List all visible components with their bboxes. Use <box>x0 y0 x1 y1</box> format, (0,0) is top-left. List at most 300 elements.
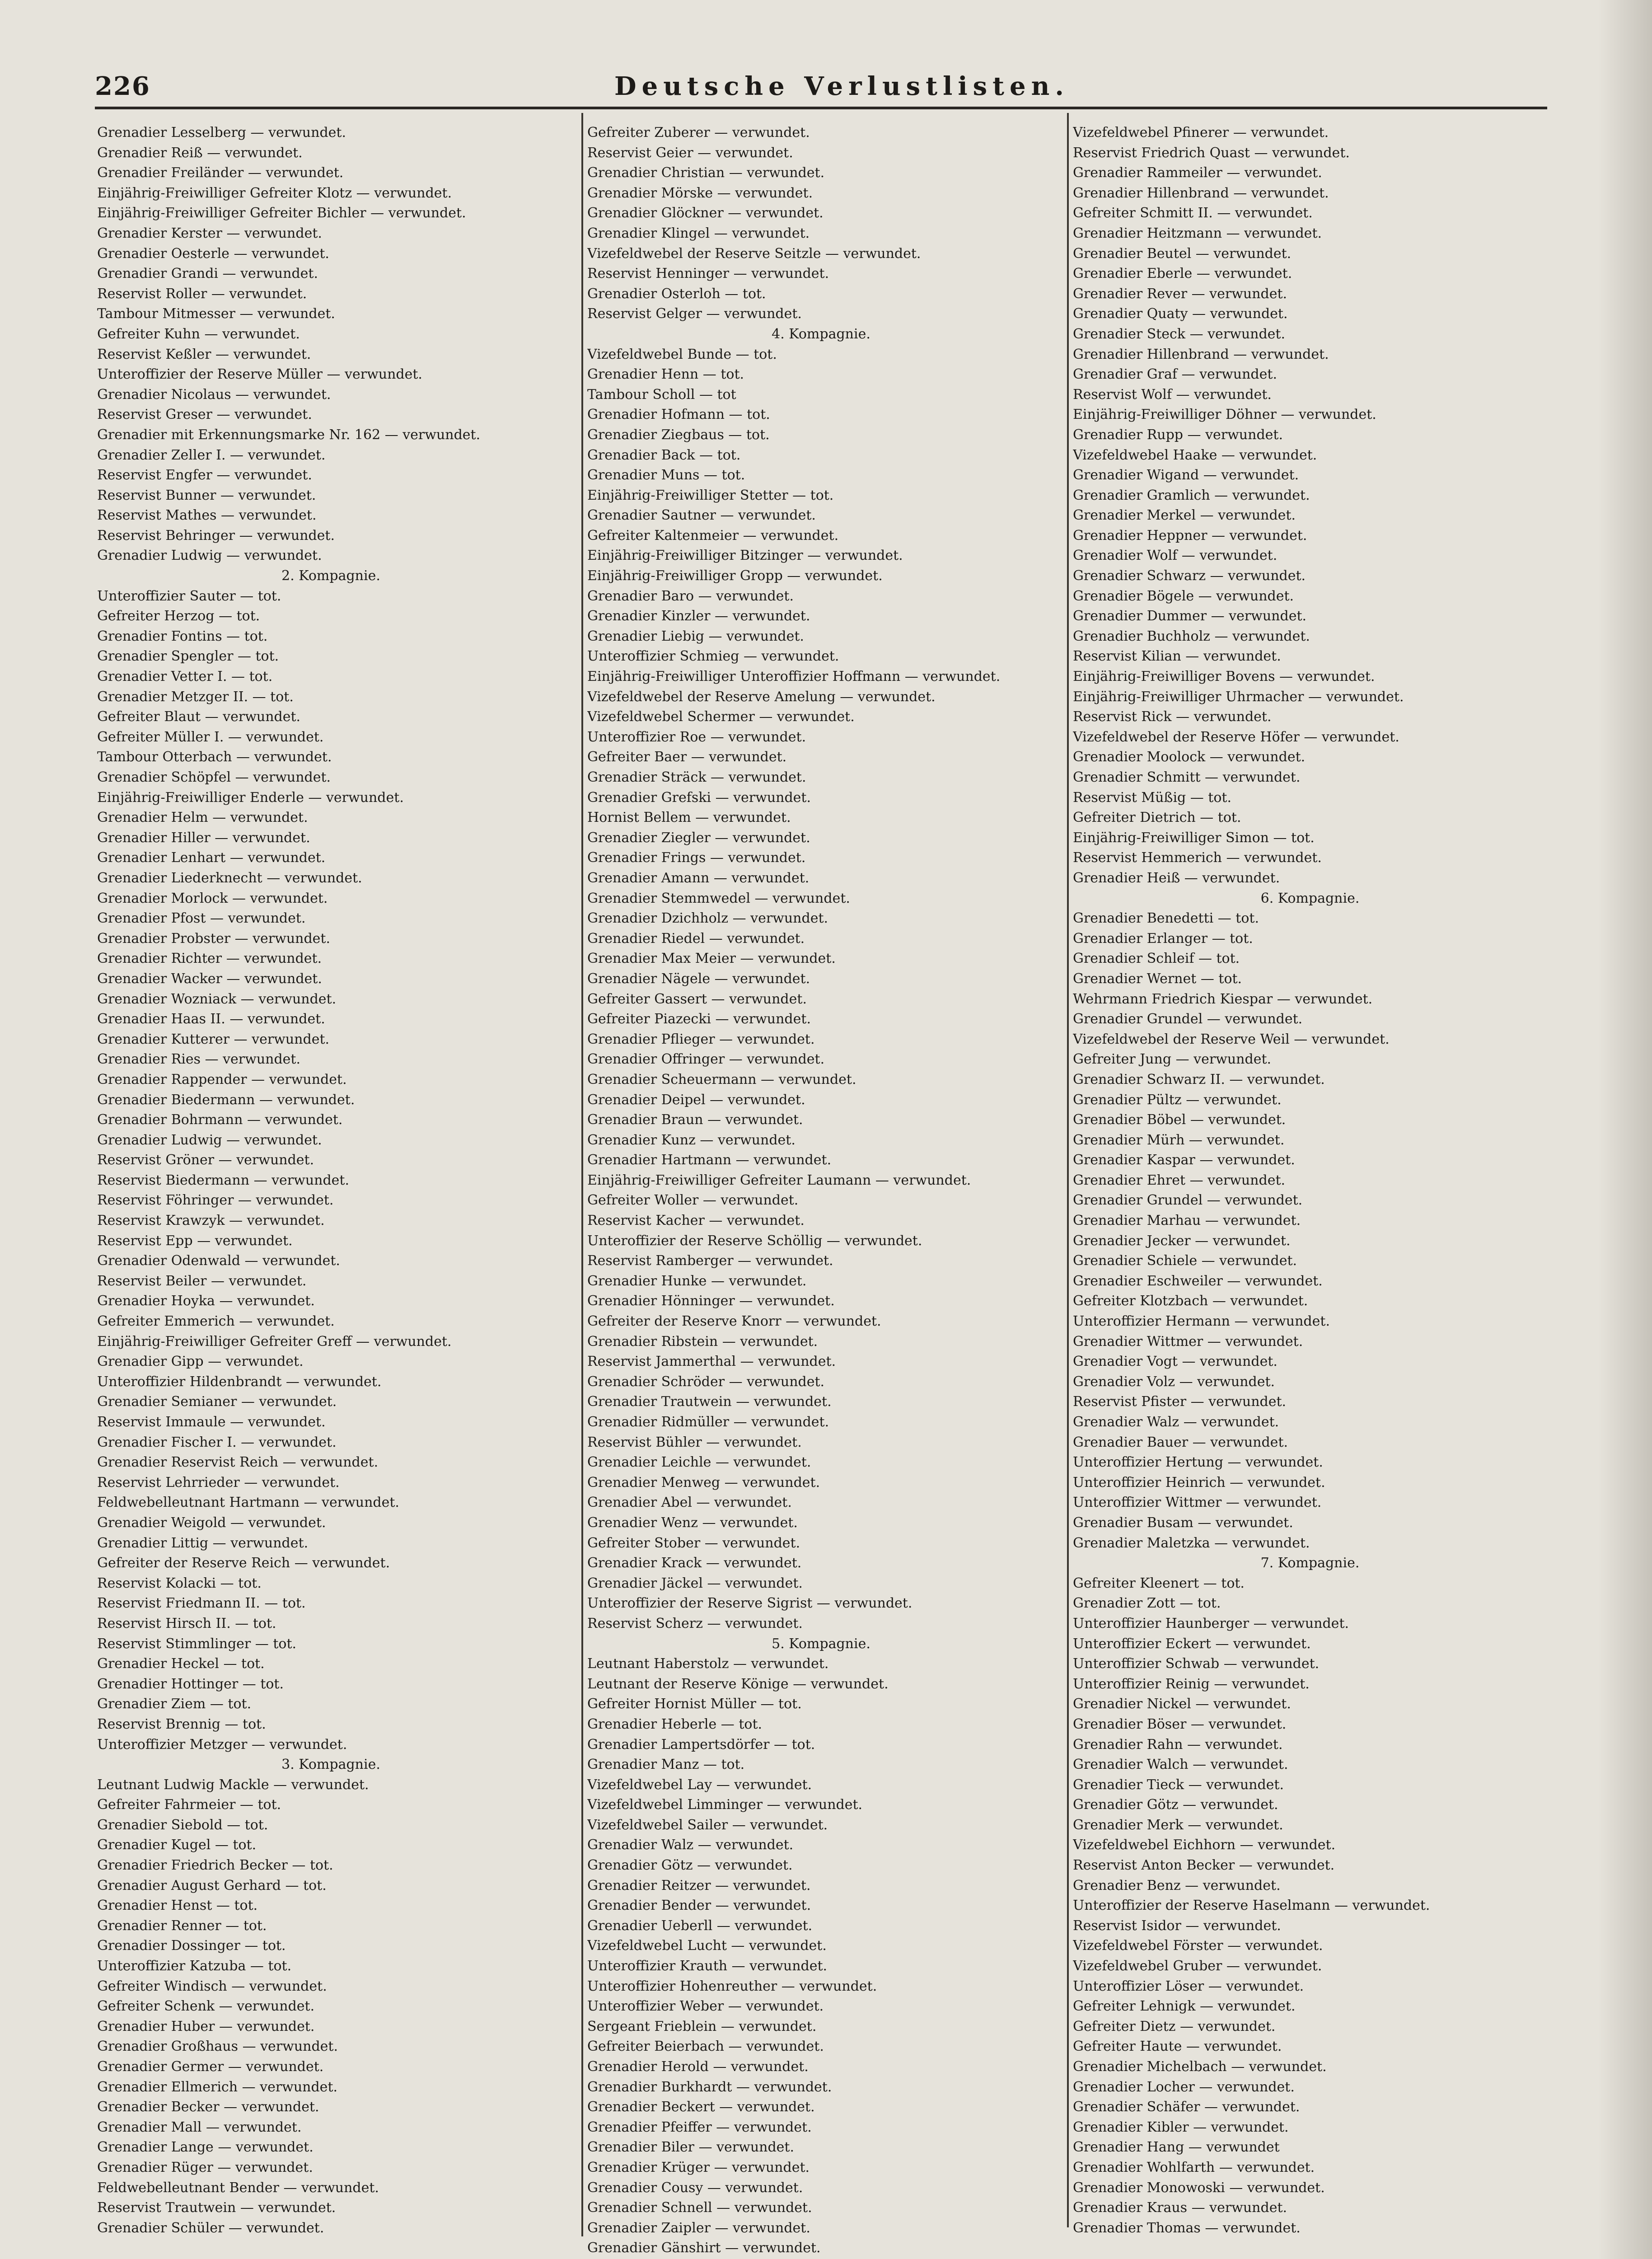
casualty-entry: Vizefeldwebel der Reserve Amelung — verwundet. <box>587 689 936 705</box>
casualty-entry: Unteroffizier Löser — verwundet. <box>1073 1978 1304 1994</box>
casualty-entry: Einjährig-Freiwilliger Gropp — verwundet. <box>587 568 883 584</box>
casualty-entry: Unteroffizier Heinrich — verwundet. <box>1073 1474 1325 1490</box>
page-title: Deutsche Verlustlisten. <box>614 71 1069 101</box>
casualty-entry: Grenadier Biedermann — verwundet. <box>97 1092 355 1108</box>
casualty-entry: Grenadier Schüler — verwundet. <box>97 2220 324 2236</box>
casualty-entry: Grenadier Nägele — verwundet. <box>587 970 810 987</box>
casualty-entry: Reservist Geier — verwundet. <box>587 145 793 161</box>
casualty-entry: Grenadier Scheuermann — verwundet. <box>587 1071 856 1087</box>
casualty-entry: Grenadier Schwarz — verwundet. <box>1073 568 1306 584</box>
casualty-entry: Grenadier Abel — verwundet. <box>587 1495 792 1511</box>
casualty-entry: Gefreiter Windisch — verwundet. <box>97 1978 327 1994</box>
column-1 <box>97 123 565 2238</box>
casualty-entry: Grenadier Steck — verwundet. <box>1073 326 1286 342</box>
casualty-entry: Grenadier Nickel — verwundet. <box>1073 1696 1291 1712</box>
casualty-entry: Grenadier Sträck — verwundet. <box>587 769 806 785</box>
casualty-entry: Grenadier Tieck — verwundet. <box>1073 1776 1284 1793</box>
casualty-entry: Grenadier Lange — verwundet. <box>97 2139 314 2156</box>
casualty-entry: Grenadier Germer — verwundet. <box>97 2059 324 2075</box>
casualty-entry: Reservist Hemmerich — verwundet. <box>1073 850 1322 866</box>
casualty-entry: Grenadier mit Erkennungsmarke Nr. 162 — verwundet. <box>97 426 481 443</box>
casualty-entry: Grenadier Spengler — tot. <box>97 648 279 665</box>
casualty-entry: Grenadier Ludwig — verwundet. <box>97 548 322 564</box>
casualty-entry: Grenadier Deipel — verwundet. <box>587 1092 805 1108</box>
casualty-entry: Grenadier Heberle — tot. <box>587 1716 763 1732</box>
casualty-entry: Grenadier Christian — verwundet. <box>587 165 825 181</box>
casualty-entry: Gefreiter Hornist Müller — tot. <box>587 1696 802 1712</box>
casualty-entry: Reservist Roller — verwundet. <box>97 286 307 302</box>
casualty-entry: Reservist Jammerthal — verwundet. <box>587 1354 836 1370</box>
casualty-entry: Grenadier Reservist Reich — verwundet. <box>97 1454 379 1471</box>
casualty-entry: Reservist Epp — verwundet. <box>97 1233 293 1249</box>
casualty-entry: Tambour Mitmesser — verwundet. <box>97 306 335 322</box>
casualty-entry: Einjährig-Freiwilliger Uhrmacher — verwundet. <box>1073 689 1404 705</box>
casualty-entry: Grenadier Walz — verwundet. <box>587 1837 794 1853</box>
casualty-entry: Gefreiter Zuberer — verwundet. <box>587 125 810 141</box>
casualty-entry: Grenadier Pfeiffer — verwundet. <box>587 2119 812 2135</box>
casualty-entry: Grenadier Frings — verwundet. <box>587 850 806 866</box>
casualty-entry: Sergeant Frieblein — verwundet. <box>587 2018 817 2034</box>
casualty-entry: Grenadier Liederknecht — verwundet. <box>97 870 362 886</box>
casualty-entry: Unteroffizier Krauth — verwundet. <box>587 1958 828 1974</box>
casualty-entry: Reservist Bühler — verwundet. <box>587 1434 802 1450</box>
casualty-entry: Grenadier Ziegbaus — tot. <box>587 426 770 443</box>
casualty-entry: Grenadier Zaipler — verwundet. <box>587 2220 810 2236</box>
casualty-entry: Feldwebelleutnant Hartmann — verwundet. <box>97 1495 399 1511</box>
casualty-entry: Vizefeldwebel Sailer — verwundet. <box>587 1817 828 1833</box>
casualty-entry: Einjährig-Freiwilliger Gefreiter Bichler — verwundet. <box>97 205 466 221</box>
casualty-entry: Einjährig-Freiwilliger Enderle — verwundet. <box>97 789 404 806</box>
casualty-entry: Gefreiter Kleenert — tot. <box>1073 1575 1245 1591</box>
casualty-entry: Unteroffizier Metzger — verwundet. <box>97 1736 347 1753</box>
casualty-entry: Grenadier Eberle — verwundet. <box>1073 266 1292 282</box>
company-heading: 4. Kompagnie. <box>772 326 870 342</box>
casualty-entry: Gefreiter Schmitt II. — verwundet. <box>1073 205 1313 221</box>
casualty-entry: Reservist Trautwein — verwundet. <box>97 2200 336 2216</box>
casualty-entry: Vizefeldwebel Lucht — verwundet. <box>587 1938 827 1954</box>
casualty-entry: Grenadier Lesselberg — verwundet. <box>97 125 346 141</box>
casualty-entry: Reservist Friedmann II. — tot. <box>97 1595 306 1612</box>
casualty-entry: Grenadier Freiländer — verwundet. <box>97 165 344 181</box>
casualty-entry: Grenadier Ueberll — verwundet. <box>587 1917 813 1934</box>
casualty-entry: Grenadier Oesterle — verwundet. <box>97 245 329 262</box>
casualty-entry: Grenadier Merk — verwundet. <box>1073 1817 1283 1833</box>
casualty-entry: Grenadier Pflieger — verwundet. <box>587 1031 815 1047</box>
company-heading: 7. Kompagnie. <box>1260 1555 1360 1571</box>
casualty-entry: Grenadier Thomas — verwundet. <box>1073 2220 1301 2236</box>
casualty-entry: Unteroffizier Weber — verwundet. <box>587 1998 824 2015</box>
casualty-entry: Leutnant Ludwig Mackle — verwundet. <box>97 1776 369 1793</box>
casualty-entry: Gefreiter Herzog — tot. <box>97 608 260 624</box>
casualty-entry: Grenadier Manz — tot. <box>587 1757 745 1773</box>
casualty-entry: Reservist Bunner — verwundet. <box>97 487 316 503</box>
casualty-entry: Reservist Gelger — verwundet. <box>587 306 802 322</box>
casualty-entry: Grenadier Kunz — verwundet. <box>587 1132 796 1148</box>
casualty-entry: Grenadier Kutterer — verwundet. <box>97 1031 330 1047</box>
casualty-entry: Reservist Engfer — verwundet. <box>97 467 312 483</box>
casualty-entry: Einjährig-Freiwilliger Gefreiter Greff — verwundet. <box>97 1333 452 1350</box>
casualty-entry: Grenadier Kugel — tot. <box>97 1837 257 1853</box>
casualty-entry: Grenadier Burkhardt — verwundet. <box>587 2079 832 2095</box>
casualty-entry: Gefreiter Dietz — verwundet. <box>1073 2018 1276 2034</box>
casualty-entry: Grenadier Rammeiler — verwundet. <box>1073 165 1322 181</box>
casualty-entry: Grenadier Krüger — verwundet. <box>587 2159 810 2175</box>
casualty-entry: Gefreiter Kaltenmeier — verwundet. <box>587 527 839 544</box>
casualty-entry: Grenadier Probster — verwundet. <box>97 930 331 947</box>
casualty-entry: Reservist Stimmlinger — tot. <box>97 1636 297 1652</box>
casualty-entry: Grenadier Leichle — verwundet. <box>587 1454 811 1471</box>
casualty-entry: Vizefeldwebel Lay — verwundet. <box>587 1776 812 1793</box>
casualty-entry: Unteroffizier Hohenreuther — verwundet. <box>587 1978 877 1994</box>
casualty-entry: Grenadier Vetter I. — tot. <box>97 669 273 685</box>
company-heading: 2. Kompagnie. <box>281 568 380 584</box>
casualty-entry: Grenadier Eschweiler — verwundet. <box>1073 1273 1323 1289</box>
casualty-entry: Gefreiter der Reserve Reich — verwundet. <box>97 1555 390 1571</box>
column-divider-2 <box>1067 113 1069 2227</box>
casualty-entry: Gefreiter Jung — verwundet. <box>1073 1051 1272 1068</box>
casualty-entry: Grenadier Mall — verwundet. <box>97 2119 302 2135</box>
casualty-entry: Grenadier Dzichholz — verwundet. <box>587 910 828 927</box>
casualty-entry: Gefreiter Beierbach — verwundet. <box>587 2039 824 2055</box>
casualty-entry: Unteroffizier Eckert — verwundet. <box>1073 1636 1311 1652</box>
casualty-entry: Gefreiter Kuhn — verwundet. <box>97 326 300 342</box>
casualty-entry: Grenadier Böbel — verwundet. <box>1073 1112 1286 1128</box>
casualty-entry: Vizefeldwebel Eichhorn — verwundet. <box>1073 1837 1336 1853</box>
casualty-entry: Grenadier Wohlfarth — verwundet. <box>1073 2159 1315 2175</box>
casualty-entry: Grenadier Pültz — verwundet. <box>1073 1092 1282 1108</box>
casualty-entry: Reservist Keßler — verwundet. <box>97 346 311 362</box>
casualty-entry: Grenadier Lampertsdörfer — tot. <box>587 1736 815 1753</box>
casualty-entry: Grenadier Dossinger — tot. <box>97 1938 286 1954</box>
casualty-entry: Grenadier Jecker — verwundet. <box>1073 1233 1291 1249</box>
casualty-entry: Grenadier Morlock — verwundet. <box>97 890 328 906</box>
casualty-entry: Grenadier Hofmann — tot. <box>587 407 770 423</box>
casualty-entry: Grenadier Reitzer — verwundet. <box>587 1877 811 1893</box>
casualty-entry: Grenadier Volz — verwundet. <box>1073 1373 1275 1390</box>
casualty-entry: Einjährig-Freiwilliger Stetter — tot. <box>587 487 834 503</box>
casualty-entry: Grenadier Klingel — verwundet. <box>587 225 810 241</box>
casualty-entry: Grenadier Bauer — verwundet. <box>1073 1434 1288 1450</box>
casualty-entry: Grenadier Semianer — verwundet. <box>97 1394 337 1410</box>
casualty-entry: Grenadier Schleif — tot. <box>1073 951 1240 967</box>
casualty-entry: Grenadier Moolock — verwundet. <box>1073 749 1306 765</box>
casualty-entry: Reservist Lehrrieder — verwundet. <box>97 1474 340 1490</box>
casualty-entry: Grenadier Hillenbrand — verwundet. <box>1073 185 1329 201</box>
casualty-entry: Vizefeldwebel der Reserve Höfer — verwundet. <box>1073 729 1399 745</box>
casualty-entry: Grenadier Cousy — verwundet. <box>587 2179 803 2196</box>
casualty-entry: Einjährig-Freiwilliger Bitzinger — verwundet. <box>587 548 903 564</box>
casualty-entry: Grenadier Merkel — verwundet. <box>1073 507 1296 524</box>
casualty-entry: Reservist Brennig — tot. <box>97 1716 266 1732</box>
casualty-entry: Grenadier Vogt — verwundet. <box>1073 1354 1278 1370</box>
casualty-entry: Vizefeldwebel Haake — verwundet. <box>1073 447 1317 463</box>
casualty-entry: Grenadier Michelbach — verwundet. <box>1073 2059 1327 2075</box>
casualty-entry: Grenadier Siebold — tot. <box>97 1817 268 1833</box>
casualty-entry: Grenadier Bögele — verwundet. <box>1073 588 1294 604</box>
casualty-entry: Reservist Hirsch II. — tot. <box>97 1615 276 1631</box>
casualty-entry: Grenadier Offringer — verwundet. <box>587 1051 825 1068</box>
casualty-entry: Grenadier Amann — verwundet. <box>587 870 810 886</box>
casualty-entry: Vizefeldwebel Pfinerer — verwundet. <box>1073 125 1329 141</box>
casualty-entry: Grenadier Herold — verwundet. <box>587 2059 809 2075</box>
casualty-entry: Gefreiter Schenk — verwundet. <box>97 1998 315 2015</box>
casualty-entry: Grenadier Huber — verwundet. <box>97 2018 315 2034</box>
casualty-entry: Reservist Wolf — verwundet. <box>1073 386 1272 403</box>
casualty-entry: Grenadier Nicolaus — verwundet. <box>97 386 331 403</box>
casualty-entry: Grenadier Schmitt — verwundet. <box>1073 769 1301 785</box>
casualty-entry: Tambour Otterbach — verwundet. <box>97 749 332 765</box>
casualty-entry: Gefreiter Lehnigk — verwundet. <box>1073 1998 1296 2015</box>
casualty-entry: Grenadier Riedel — verwundet. <box>587 930 805 947</box>
casualty-entry: Unteroffizier Roe — verwundet. <box>587 729 806 745</box>
casualty-entry: Reservist Scherz — verwundet. <box>587 1615 803 1631</box>
casualty-entry: Gefreiter Emmerich — verwundet. <box>97 1313 335 1330</box>
casualty-entry: Gefreiter der Reserve Knorr — verwundet. <box>587 1313 881 1330</box>
casualty-entry: Unteroffizier Katzuba — tot. <box>97 1958 292 1974</box>
casualty-entry: Reservist Krawzyk — verwundet. <box>97 1213 325 1229</box>
casualty-entry: Grenadier Reiß — verwundet. <box>97 145 303 161</box>
casualty-entry: Grenadier Busam — verwundet. <box>1073 1514 1293 1531</box>
casualty-entry: Leutnant der Reserve Könige — verwundet. <box>587 1676 889 1692</box>
casualty-entry: Grenadier Ribstein — verwundet. <box>587 1333 818 1350</box>
casualty-entry: Grenadier Kibler — verwundet. <box>1073 2119 1289 2135</box>
casualty-entry: Grenadier Graf — verwundet. <box>1073 366 1277 383</box>
casualty-entry: Unteroffizier der Reserve Haselmann — verwundet. <box>1073 1898 1430 1914</box>
casualty-entry: Grenadier Hillenbrand — verwundet. <box>1073 346 1329 362</box>
casualty-entry: Reservist Föhringer — verwundet. <box>97 1192 334 1209</box>
casualty-entry: Grenadier Hang — verwundet <box>1073 2139 1280 2156</box>
casualty-entry: Grenadier Dummer — verwundet. <box>1073 608 1307 624</box>
casualty-entry: Grenadier Wenz — verwundet. <box>587 1514 798 1531</box>
casualty-entry: Reservist Pfister — verwundet. <box>1073 1394 1287 1410</box>
casualty-entry: Grenadier Helm — verwundet. <box>97 810 308 826</box>
casualty-entry: Grenadier Locher — verwundet. <box>1073 2079 1295 2095</box>
casualty-entry: Grenadier Kinzler — verwundet. <box>587 608 810 624</box>
casualty-entry: Grenadier Benz — verwundet. <box>1073 1877 1281 1893</box>
casualty-entry: Grenadier Henn — tot. <box>587 366 744 383</box>
casualty-entry: Grenadier Beutel — verwundet. <box>1073 245 1292 262</box>
casualty-entry: Grenadier Littig — verwundet. <box>97 1535 309 1551</box>
casualty-entry: Grenadier Gänshirt — verwundet. <box>587 2240 821 2256</box>
casualty-entry: Reservist Ramberger — verwundet. <box>587 1253 833 1269</box>
casualty-entry: Grenadier Fontins — tot. <box>97 628 268 644</box>
casualty-entry: Wehrmann Friedrich Kiespar — verwundet. <box>1073 991 1373 1007</box>
casualty-entry: Grenadier Muns — tot. <box>587 467 745 483</box>
casualty-entry: Unteroffizier Schwab — verwundet. <box>1073 1656 1320 1672</box>
casualty-entry: Grenadier Rahn — verwundet. <box>1073 1736 1283 1753</box>
casualty-entry: Unteroffizier Hermann — verwundet. <box>1073 1313 1330 1330</box>
casualty-entry: Grenadier August Gerhard — tot. <box>97 1877 327 1893</box>
casualty-entry: Einjährig-Freiwilliger Gefreiter Laumann — verwundet. <box>587 1172 971 1188</box>
casualty-entry: Grenadier Mürh — verwundet. <box>1073 1132 1285 1148</box>
casualty-entry: Grenadier Wacker — verwundet. <box>97 970 322 987</box>
casualty-entry: Grenadier Fischer I. — verwundet. <box>97 1434 337 1450</box>
casualty-entry: Grenadier Wernet — tot. <box>1073 970 1242 987</box>
casualty-entry: Reservist Mathes — verwundet. <box>97 507 317 524</box>
column-divider-1 <box>581 113 583 2236</box>
page-header <box>95 71 1558 108</box>
casualty-entry: Grenadier Kaspar — verwundet. <box>1073 1152 1295 1168</box>
casualty-entry: Unteroffizier Wittmer — verwundet. <box>1073 1495 1322 1511</box>
casualty-entry: Grenadier Bender — verwundet. <box>587 1898 811 1914</box>
casualty-entry: Reservist Kilian — verwundet. <box>1073 648 1281 665</box>
casualty-entry: Reservist Friedrich Quast — verwundet. <box>1073 145 1350 161</box>
casualty-entry: Grenadier Hiller — verwundet. <box>97 830 310 846</box>
casualty-entry: Grenadier Wigand — verwundet. <box>1073 467 1299 483</box>
casualty-entry: Grenadier Grefski — verwundet. <box>587 789 811 806</box>
casualty-entry: Grenadier Ries — verwundet. <box>97 1051 301 1068</box>
casualty-entry: Grenadier Braun — verwundet. <box>587 1112 803 1128</box>
column-2 <box>587 123 1055 2259</box>
casualty-entry: Vizefeldwebel Limminger — verwundet. <box>587 1797 863 1813</box>
casualty-entry: Grenadier Odenwald — verwundet. <box>97 1253 340 1269</box>
casualty-entry: Grenadier Böser — verwundet. <box>1073 1716 1287 1732</box>
casualty-entry: Grenadier Heppner — verwundet. <box>1073 527 1307 544</box>
casualty-entry: Grenadier Kerster — verwundet. <box>97 225 322 241</box>
casualty-entry: Grenadier Metzger II. — tot. <box>97 689 294 705</box>
casualty-entry: Reservist Kolacki — tot. <box>97 1575 262 1591</box>
casualty-entry: Grenadier Trautwein — verwundet. <box>587 1394 832 1410</box>
casualty-entry: Grenadier Liebig — verwundet. <box>587 628 804 644</box>
casualty-entry: Reservist Kacher — verwundet. <box>587 1213 805 1229</box>
casualty-entry: Grenadier Baro — verwundet. <box>587 588 794 604</box>
casualty-entry: Einjährig-Freiwilliger Bovens — verwundet. <box>1073 669 1375 685</box>
casualty-entry: Gefreiter Dietrich — tot. <box>1073 810 1241 826</box>
casualty-entry: Grenadier Maletzka — verwundet. <box>1073 1535 1310 1551</box>
casualty-entry: Grenadier Rüger — verwundet. <box>97 2159 313 2175</box>
casualty-entry: Leutnant Haberstolz — verwundet. <box>587 1656 829 1672</box>
casualty-entry: Grenadier Wolf — verwundet. <box>1073 548 1278 564</box>
casualty-entry: Feldwebelleutnant Bender — verwundet. <box>97 2179 379 2196</box>
company-heading: 6. Kompagnie. <box>1260 890 1360 906</box>
casualty-entry: Grenadier Haas II. — verwundet. <box>97 1011 325 1027</box>
casualty-entry: Vizefeldwebel Schermer — verwundet. <box>587 709 855 725</box>
casualty-entry: Reservist Isidor — verwundet. <box>1073 1917 1281 1934</box>
casualty-entry: Grenadier Back — tot. <box>587 447 741 463</box>
casualty-entry: Gefreiter Piazecki — verwundet. <box>587 1011 811 1027</box>
casualty-entry: Grenadier Schiele — verwundet. <box>1073 1253 1297 1269</box>
casualty-entry: Grenadier Glöckner — verwundet. <box>587 205 824 221</box>
casualty-entry: Grenadier Hoyka — verwundet. <box>97 1293 315 1309</box>
casualty-entry: Grenadier Richter — verwundet. <box>97 951 322 967</box>
casualty-entry: Einjährig-Freiwilliger Unteroffizier Hoffmann — verwundet. <box>587 669 1001 685</box>
casualty-entry: Hornist Bellem — verwundet. <box>587 810 791 826</box>
casualty-entry: Grenadier Rappender — verwundet. <box>97 1071 347 1087</box>
casualty-entry: Grenadier Schäfer — verwundet. <box>1073 2099 1300 2115</box>
casualty-entry: Gefreiter Gassert — verwundet. <box>587 991 807 1007</box>
casualty-entry: Reservist Beiler — verwundet. <box>97 1273 307 1289</box>
casualty-entry: Reservist Immaule — verwundet. <box>97 1414 326 1430</box>
casualty-entry: Vizefeldwebel der Reserve Seitzle — verwundet. <box>587 245 921 262</box>
casualty-entry: Gefreiter Baer — verwundet. <box>587 749 787 765</box>
casualty-entry: Gefreiter Fahrmeier — tot. <box>97 1797 281 1813</box>
casualty-entry: Unteroffizier der Reserve Müller — verwundet. <box>97 366 422 383</box>
casualty-entry: Grenadier Rever — verwundet. <box>1073 286 1287 302</box>
casualty-entry: Unteroffizier der Reserve Sigrist — verwundet. <box>587 1595 913 1612</box>
casualty-entry: Grenadier Quaty — verwundet. <box>1073 306 1288 322</box>
casualty-entry: Vizefeldwebel Förster — verwundet. <box>1073 1938 1323 1954</box>
casualty-entry: Grenadier Hartmann — verwundet. <box>587 1152 832 1168</box>
casualty-entry: Grenadier Schöpfel — verwundet. <box>97 769 331 785</box>
casualty-entry: Grenadier Jäckel — verwundet. <box>587 1575 803 1591</box>
casualty-entry: Grenadier Ridmüller — verwundet. <box>587 1414 829 1430</box>
casualty-entry: Grenadier Osterloh — tot. <box>587 286 766 302</box>
casualty-entry: Vizefeldwebel der Reserve Weil — verwundet. <box>1073 1031 1390 1047</box>
casualty-entry: Grenadier Gipp — verwundet. <box>97 1354 304 1370</box>
casualty-entry: Grenadier Wittmer — verwundet. <box>1073 1333 1303 1350</box>
casualty-entry: Grenadier Sautner — verwundet. <box>587 507 816 524</box>
casualty-entry: Gefreiter Müller I. — verwundet. <box>97 729 324 745</box>
casualty-entry: Grenadier Ziegler — verwundet. <box>587 830 810 846</box>
casualty-entry: Gefreiter Stober — verwundet. <box>587 1535 800 1551</box>
casualty-entry: Grenadier Hottinger — tot. <box>97 1676 284 1692</box>
casualty-entry: Reservist Anton Becker — verwundet. <box>1073 1857 1335 1874</box>
casualty-entry: Grenadier Hunke — verwundet. <box>587 1273 807 1289</box>
casualty-entry: Unteroffizier Sauter — tot. <box>97 588 281 604</box>
casualty-entry: Grenadier Monowoski — verwundet. <box>1073 2179 1325 2196</box>
casualty-entry: Grenadier Heitzmann — verwundet. <box>1073 225 1322 241</box>
casualty-entry: Grenadier Grundel — verwundet. <box>1073 1011 1303 1027</box>
casualty-entry: Grenadier Zott — tot. <box>1073 1595 1221 1612</box>
casualty-entry: Einjährig-Freiwilliger Döhner — verwundet. <box>1073 407 1376 423</box>
casualty-entry: Grenadier Götz — verwundet. <box>587 1857 793 1874</box>
casualty-entry: Grenadier Rupp — verwundet. <box>1073 426 1283 443</box>
casualty-entry: Reservist Müßig — tot. <box>1073 789 1232 806</box>
casualty-entry: Unteroffizier Hertung — verwundet. <box>1073 1454 1323 1471</box>
casualty-entry: Grenadier Biler — verwundet. <box>587 2139 795 2156</box>
casualty-entry: Grenadier Walch — verwundet. <box>1073 1757 1288 1773</box>
casualty-entry: Grenadier Henst — tot. <box>97 1898 258 1914</box>
column-3 <box>1073 123 1547 2238</box>
casualty-entry: Grenadier Bohrmann — verwundet. <box>97 1112 343 1128</box>
casualty-entry: Vizefeldwebel Gruber — verwundet. <box>1073 1958 1322 1974</box>
casualty-entry: Unteroffizier Reinig — verwundet. <box>1073 1676 1310 1692</box>
casualty-entry: Grenadier Stemmwedel — verwundet. <box>587 890 850 906</box>
casualty-entry: Reservist Greser — verwundet. <box>97 407 312 423</box>
casualty-entry: Einjährig-Freiwilliger Simon — tot. <box>1073 830 1315 846</box>
casualty-entry: Grenadier Lenhart — verwundet. <box>97 850 326 866</box>
casualty-entry: Grenadier Großhaus — verwundet. <box>97 2039 338 2055</box>
casualty-entry: Grenadier Beckert — verwundet. <box>587 2099 815 2115</box>
casualty-entry: Unteroffizier Haunberger — verwundet. <box>1073 1615 1349 1631</box>
casualty-entry: Tambour Scholl — tot <box>587 386 736 403</box>
company-heading: 3. Kompagnie. <box>281 1757 380 1773</box>
casualty-entry: Grenadier Zeller I. — verwundet. <box>97 447 326 463</box>
casualty-entry: Grenadier Walz — verwundet. <box>1073 1414 1279 1430</box>
casualty-entry: Grenadier Benedetti — tot. <box>1073 910 1259 927</box>
casualty-entry: Grenadier Friedrich Becker — tot. <box>97 1857 333 1874</box>
casualty-entry: Reservist Gröner — verwundet. <box>97 1152 314 1168</box>
casualty-entry: Grenadier Menweg — verwundet. <box>587 1474 820 1490</box>
company-heading: 5. Kompagnie. <box>772 1636 870 1652</box>
header-rule <box>95 107 1547 109</box>
casualty-entry: Grenadier Krack — verwundet. <box>587 1555 802 1571</box>
casualty-entry: Grenadier Weigold — verwundet. <box>97 1514 326 1531</box>
casualty-entry: Grenadier Mörske — verwundet. <box>587 185 813 201</box>
casualty-entry: Grenadier Wozniack — verwundet. <box>97 991 337 1007</box>
casualty-entry: Unteroffizier Schmieg — verwundet. <box>587 648 839 665</box>
casualty-entry: Grenadier Hönninger — verwundet. <box>587 1293 835 1309</box>
casualty-entry: Reservist Biedermann — verwundet. <box>97 1172 350 1188</box>
casualty-entry: Grenadier Pfost — verwundet. <box>97 910 306 927</box>
casualty-entry: Grenadier Renner — tot. <box>97 1917 267 1934</box>
casualty-entry: Grenadier Grundel — verwundet. <box>1073 1192 1303 1209</box>
casualty-entry: Grenadier Buchholz — verwundet. <box>1073 628 1310 644</box>
casualty-entry: Vizefeldwebel Bunde — tot. <box>587 346 777 362</box>
casualty-entry: Grenadier Heiß — verwundet. <box>1073 870 1280 886</box>
casualty-entry: Grenadier Gramlich — verwundet. <box>1073 487 1310 503</box>
casualty-entry: Grenadier Kraus — verwundet. <box>1073 2200 1287 2216</box>
